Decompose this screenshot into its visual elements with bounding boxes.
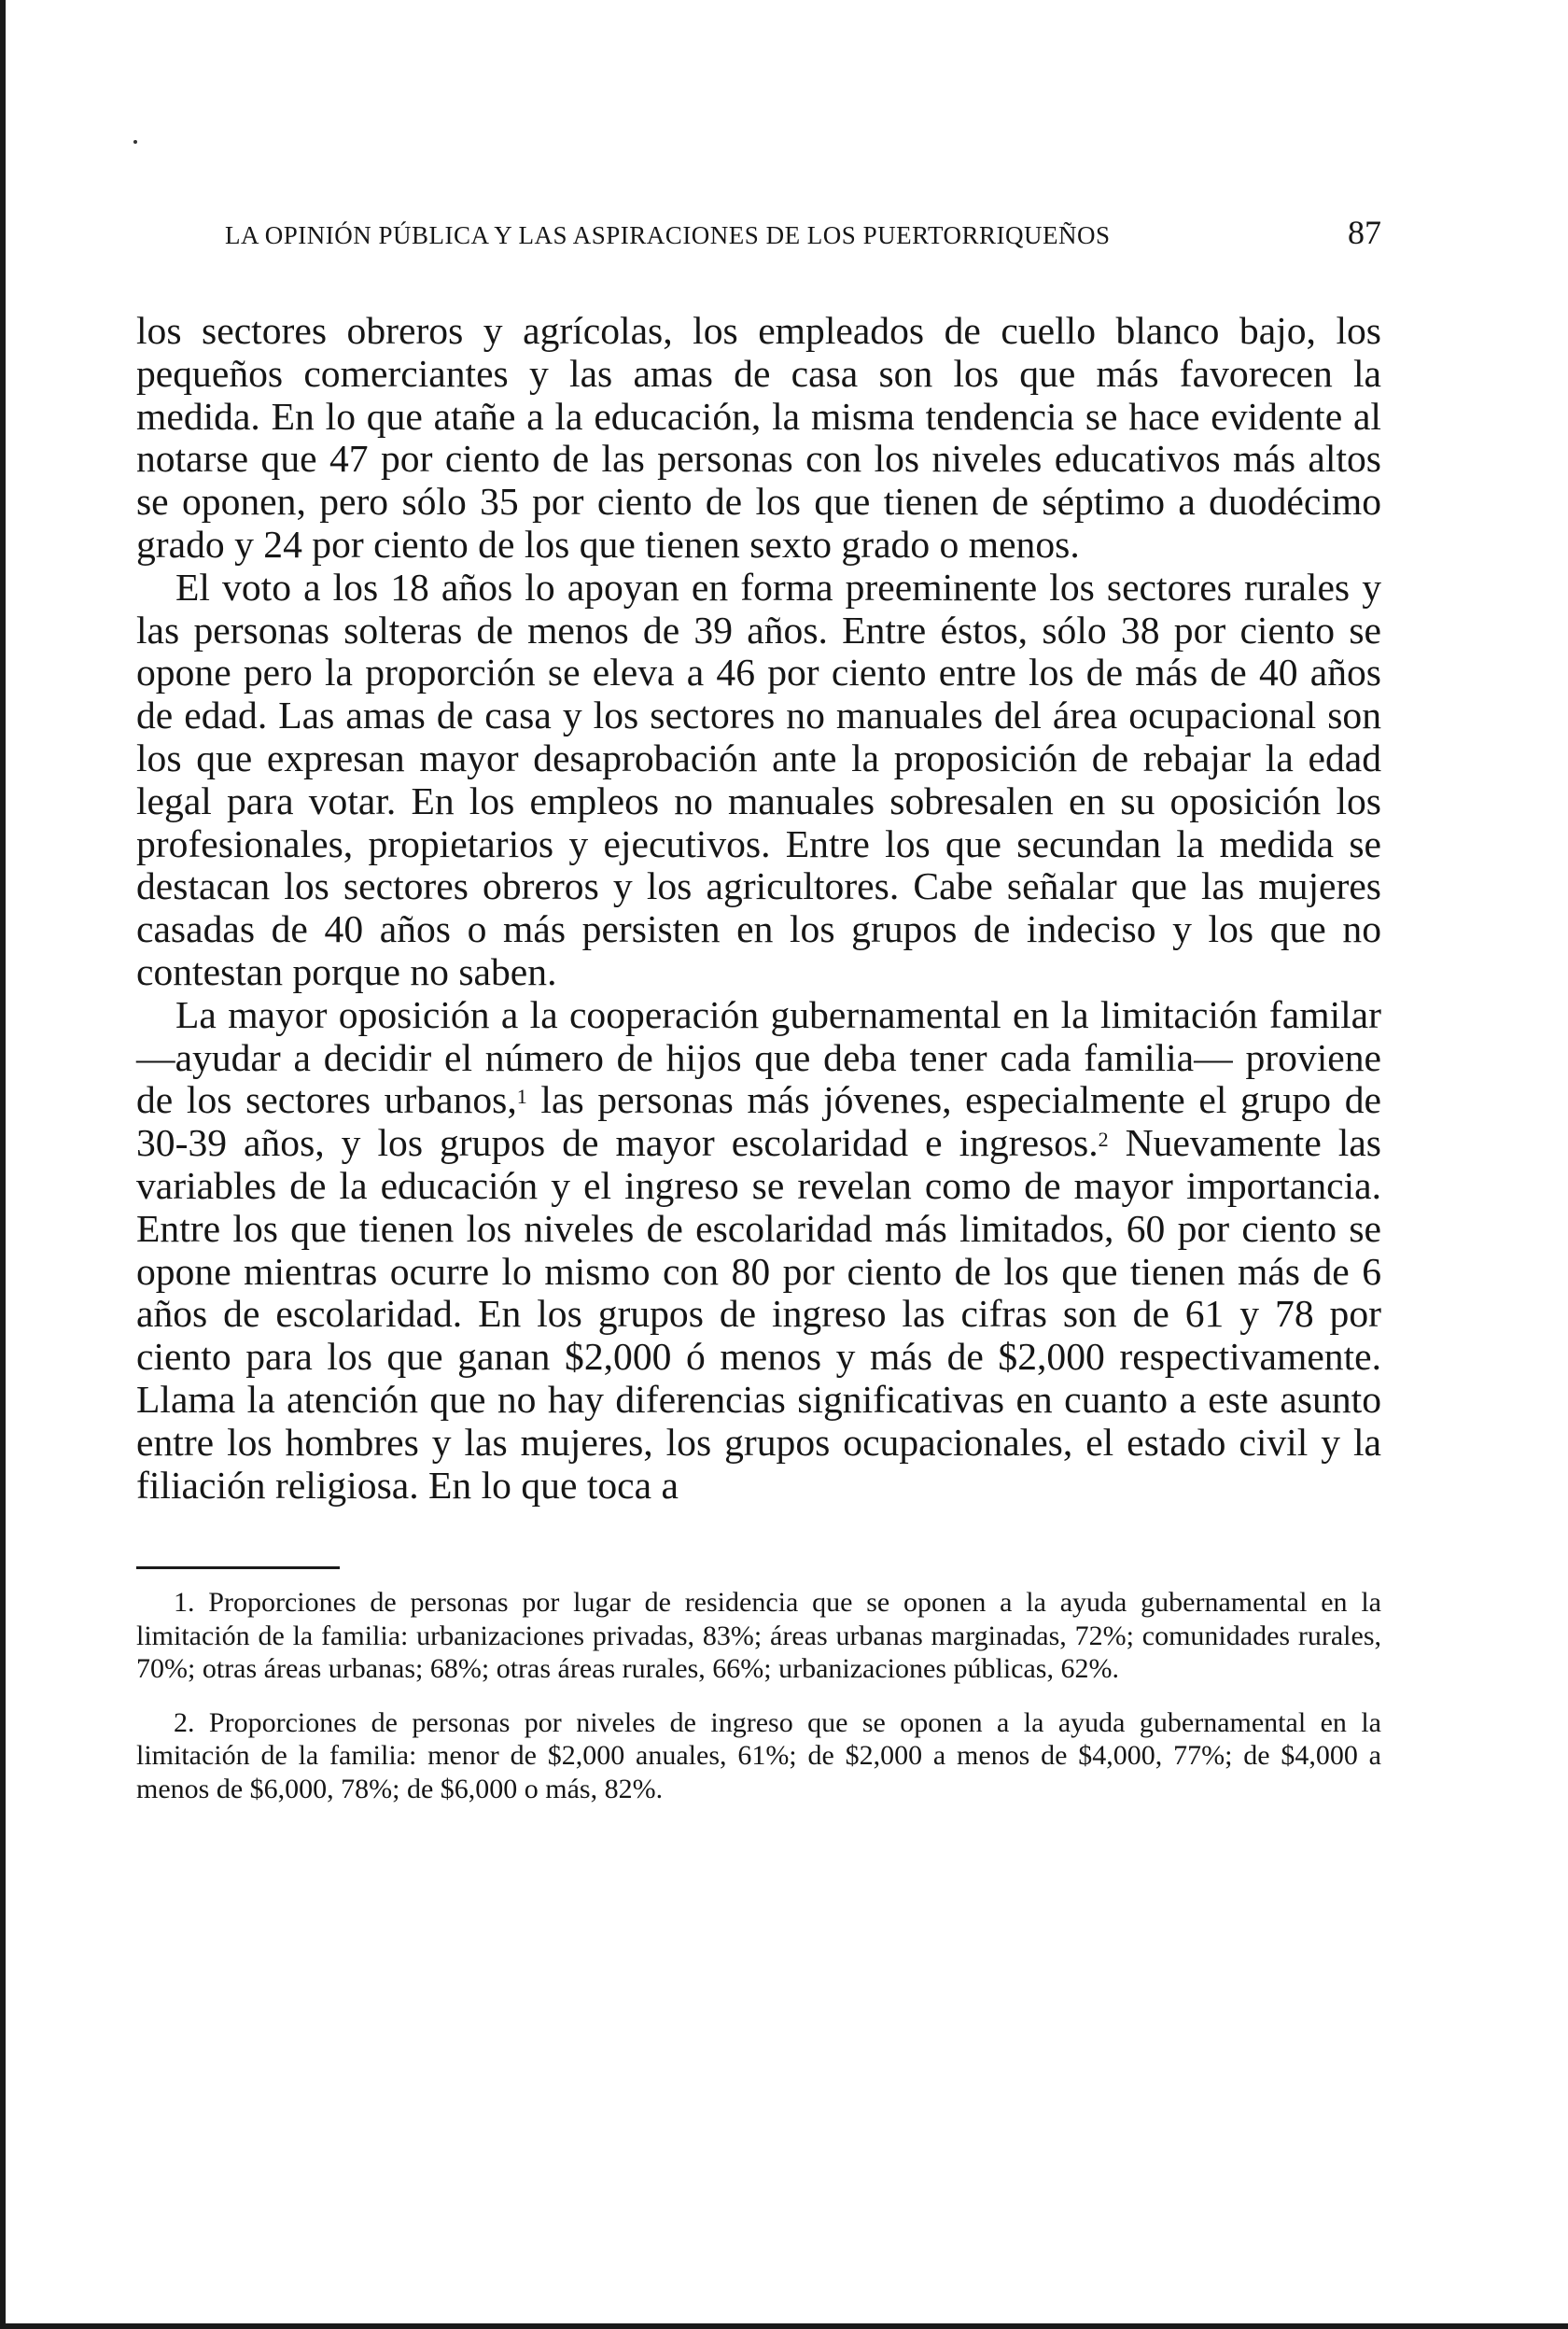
body-text [136, 310, 1381, 1507]
paragraph-3 [136, 994, 1381, 1508]
paragraph-2: El voto a los 18 años lo apoyan en forma preeminente los sectores rurales y las personas solteras de menos de 39 años. Entre éstos, sólo 38 por ciento se opone pero la proporción se eleva a 46 por ciento entre los de más de 40 años de edad. Las amas de casa y los sectores no manuales del área ocupacional son los que expresan mayor desaprobación ante la proposición de rebajar la edad legal para votar. En los empleos no manuales sobresalen en su oposición los profesionales, propietarios y ejecutivos. Entre los que secundan la medida se destacan los sectores obreros y los agricultores. Cabe señalar que las mujeres casadas de 40 años o más persisten en los grupos de indeciso y los que no contestan porque no saben. [136, 565, 1381, 993]
scan-border-left [0, 0, 6, 2329]
book-page [136, 213, 1381, 1826]
paragraph-3-part-b: las personas más jóvenes, especialmente el grupo de 30-39 años, y los grupos de mayor escolaridad e ingresos. [136, 1078, 1381, 1165]
scan-border-bottom [0, 2323, 1568, 2329]
paragraph-3-part-c: Nuevamente las variables de la educación y el ingreso se revelan como de mayor importancia. Entre los que tienen los niveles de escolaridad más limitados, 60 por ciento se opone mientras ocurre lo mismo con 80 por ciento de los que tienen más de 6 años de escolaridad. En los grupos de ingreso las cifras son de 61 y 78 por ciento para los que ganan $2,000 ó menos y más de $2,000 respectivamente. Llama la atención que no hay diferencias significativas en cuanto a este asunto entre los hombres y las mujeres, los grupos ocupacionales, el estado civil y la filiación religiosa. En lo que toca a [136, 1121, 1381, 1507]
footnote-2: 2. Proporciones de personas por niveles de ingreso que se oponen a la ayuda gubernamental en la limitación de la familia: menor de $2,000 anuales, 61%; de $2,000 a menos de $4,000, 77%; de $4,000 a menos de $6,000, 78%; de $6,000 o más, 82%. [136, 1706, 1381, 1804]
footnote-divider [136, 1566, 340, 1569]
paragraph-3-part-a: La mayor oposición a la cooperación gubernamental en la limitación familar —ayudar a decidir el número de hijos que deba tener cada familia— proviene de los sectores urbanos, [136, 992, 1381, 1122]
footnote-ref-1: 1 [516, 1085, 527, 1109]
running-title: LA OPINIÓN PÚBLICA Y LAS ASPIRACIONES DE LOS PUERTORRIQUEÑOS [225, 221, 1111, 249]
scan-speck [133, 140, 137, 144]
footnotes [136, 1586, 1381, 1805]
footnote-ref-2: 2 [1098, 1128, 1109, 1152]
footnote-1: 1. Proporciones de personas por lugar de residencia que se oponen a la ayuda gubernamental en la limitación de la familia: urbanizaciones privadas, 83%; áreas urbanas marginadas, 72%; comunidades rurales, 70%; otras áreas urbanas; 68%; otras áreas rurales, 66%; urbanizaciones públicas, 62%. [136, 1587, 1381, 1685]
page-number: 87 [1348, 214, 1381, 251]
paragraph-1: los sectores obreros y agrícolas, los empleados de cuello blanco bajo, los pequeños comerciantes y las amas de casa son los que más favorecen la medida. En lo que atañe a la educación, la misma tendencia se hace evidente al notarse que 47 por ciento de las personas con los niveles educativos más altos se oponen, pero sólo 35 por ciento de los que tienen de séptimo a duodécimo grado y 24 por ciento de los que tienen sexto grado o menos. [136, 309, 1381, 566]
running-header [136, 213, 1381, 252]
